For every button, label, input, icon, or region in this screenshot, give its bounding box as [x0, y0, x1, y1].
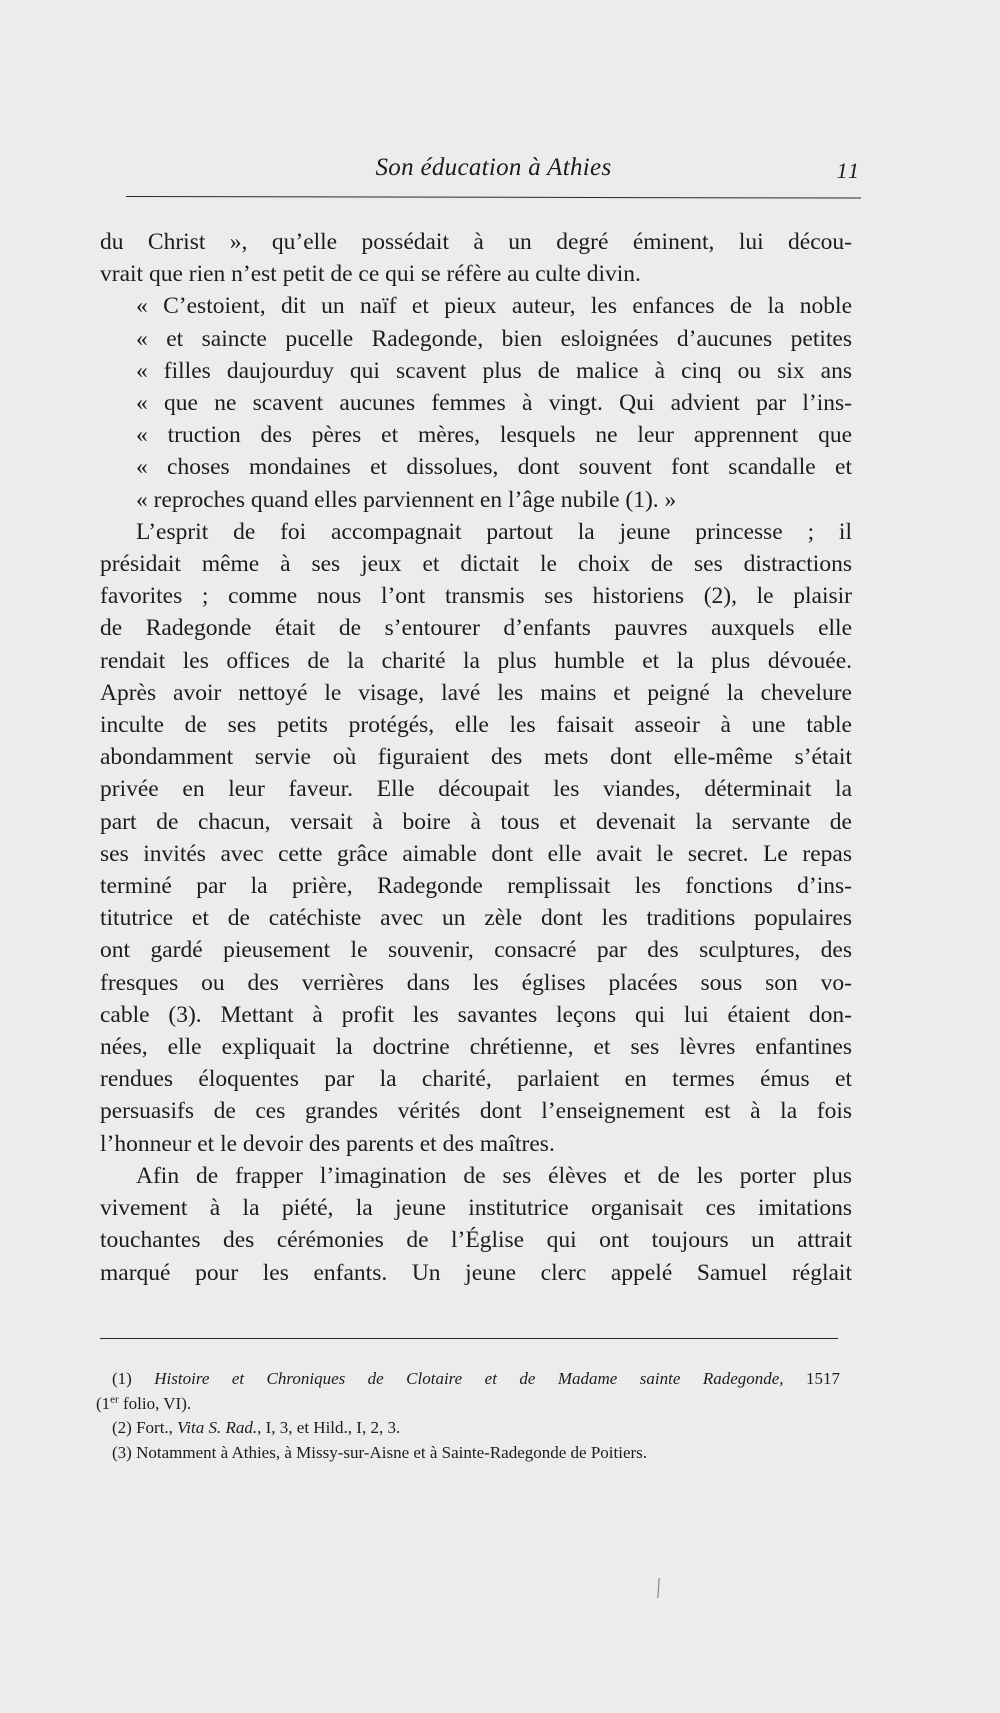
body-line: présidait même à ses jeux et dictait le choix de ses distractions	[100, 551, 852, 578]
footnote-2	[96, 1416, 840, 1441]
body-line: nées, elle expliquait la doctrine chrétienne, et ses lèvres enfantines	[100, 1034, 852, 1061]
body-line: Afin de frapper l’imagination de ses élèves et de les porter plus	[136, 1162, 852, 1189]
body-line: « et saincte pucelle Radegonde, bien esloignées d’aucunes petites	[136, 325, 852, 352]
body-line: « reproches quand elles parviennent en l’âge nubile (1). »	[136, 486, 677, 513]
body-line: « filles daujourduy qui scavent plus de malice à cinq ou six ans	[136, 357, 852, 384]
body-line: marqué pour les enfants. Un jeune clerc appelé Samuel réglait	[100, 1259, 852, 1286]
body-line: privée en leur faveur. Elle découpait les viandes, déterminait la	[100, 776, 852, 803]
footnote-1	[96, 1367, 840, 1392]
body-line: vivement à la piété, la jeune institutrice organisait ces imitations	[100, 1195, 852, 1222]
body-line: « choses mondaines et dissolues, dont souvent font scandalle et	[136, 454, 852, 481]
footnote-year: 1517	[806, 1369, 841, 1388]
footnote-title: Histoire et Chroniques de Clotaire et de Madame sainte Radegonde,	[154, 1369, 784, 1388]
header-rule	[126, 196, 861, 199]
footnote-3	[96, 1441, 840, 1466]
body-line: part de chacun, versait à boire à tous et devenait la servante de	[100, 808, 852, 835]
body-line: ses invités avec cette grâce aimable dont elle avait le secret. Le repas	[100, 840, 852, 867]
footnote-text: Notamment à Athies, à Missy-sur-Aisne et à Sainte-Radegonde de Poitiers.	[136, 1442, 648, 1462]
body-line: persuasifs de ces grandes vérités dont l’enseignement est à la fois	[100, 1098, 852, 1125]
body-line: ont gardé pieusement le souvenir, consacré par des sculptures, des	[100, 937, 852, 964]
body-line: du Christ », qu’elle possédait à un degré éminent, lui décou-	[100, 229, 852, 255]
body-line: vrait que rien n’est petit de ce qui se réfère au culte divin.	[100, 261, 641, 288]
body-line: Après avoir nettoyé le visage, lavé les mains et peigné la chevelure	[100, 679, 852, 706]
footnote-text: (1	[96, 1393, 111, 1413]
body-text	[100, 226, 852, 1289]
body-line: terminé par la prière, Radegonde remplissait les fonctions d’ins-	[100, 873, 852, 900]
body-line: inculte de ses petits protégés, elle les faisait asseoir à une table	[100, 712, 852, 739]
page-number: 11	[836, 158, 861, 183]
body-line: de Radegonde était de s’entourer d’enfants pauvres auxquels elle	[100, 615, 852, 642]
body-line: titutrice et de catéchiste avec un zèle dont les traditions populaires	[100, 905, 852, 932]
body-line: cable (3). Mettant à profit les savantes leçons qui lui étaient don-	[100, 1001, 852, 1028]
body-line: fresques ou des verrières dans les églises placées sous son vo-	[100, 969, 852, 996]
footnote-1-continuation	[96, 1392, 840, 1417]
footnote-text: , I, 3, et Hild., I, 2, 3.	[257, 1418, 401, 1437]
running-head	[126, 154, 861, 194]
footnote-number: (2)	[112, 1418, 132, 1437]
footnote-number: (3)	[112, 1442, 132, 1462]
page-blemish	[657, 1578, 659, 1598]
body-line: abondamment servie où figuraient des mets dont elle-même s’était	[100, 744, 852, 771]
footnote-text: folio, VI).	[122, 1393, 192, 1413]
body-line: favorites ; comme nous l’ont transmis ses historiens (2), le plaisir	[100, 583, 852, 610]
body-line: touchantes des cérémonies de l’Église qui ont toujours un attrait	[100, 1227, 852, 1254]
footnote-title: Vita S. Rad.	[177, 1418, 258, 1437]
footnotes	[96, 1367, 840, 1465]
footnote-rule	[100, 1338, 838, 1339]
footnote-number: (1)	[112, 1369, 132, 1388]
body-line: « C’estoient, dit un naïf et pieux auteur, les enfances de la noble	[136, 293, 852, 320]
superscript: er	[110, 1392, 119, 1405]
body-line: L’esprit de foi accompagnait partout la jeune princesse ; il	[136, 518, 852, 545]
body-line: rendues éloquentes par la charité, parlaient en termes émus et	[100, 1066, 852, 1093]
footnote-text: Fort.,	[136, 1418, 173, 1437]
running-title: Son éducation à Athies	[375, 154, 612, 181]
body-line: l’honneur et le devoir des parents et des maîtres.	[100, 1130, 555, 1157]
body-line: rendait les offices de la charité la plus humble et la plus dévouée.	[100, 647, 852, 674]
body-line: « que ne scavent aucunes femmes à vingt. Qui advient par l’ins-	[136, 390, 852, 417]
body-line: « truction des pères et mères, lesquels ne leur apprennent que	[136, 422, 852, 449]
